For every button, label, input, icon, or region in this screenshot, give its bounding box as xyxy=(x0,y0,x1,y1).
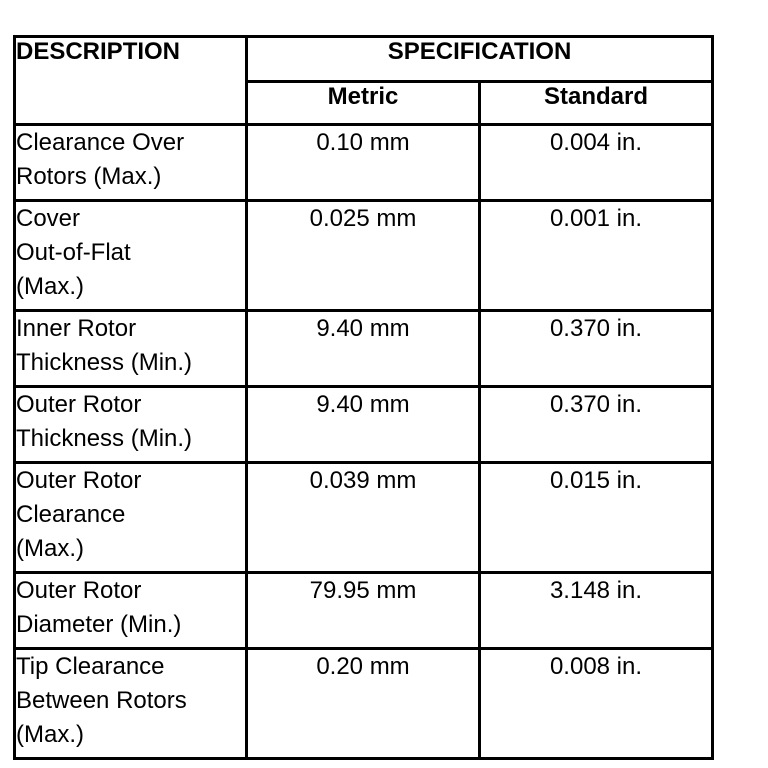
table-row xyxy=(15,573,713,649)
row-metric-value: 0.039 mm xyxy=(247,463,480,573)
row-description: Outer Rotor Diameter (Min.) xyxy=(15,573,247,649)
row-standard-value: 3.148 in. xyxy=(480,573,713,649)
row-metric-value: 0.10 mm xyxy=(247,125,480,201)
table-row xyxy=(15,463,713,573)
table-row xyxy=(15,649,713,759)
row-description: Outer Rotor Clearance (Max.) xyxy=(15,463,247,573)
header-description: DESCRIPTION xyxy=(15,37,247,125)
row-description: Outer Rotor Thickness (Min.) xyxy=(15,387,247,463)
header-specification: SPECIFICATION xyxy=(247,37,713,82)
row-standard-value: 0.004 in. xyxy=(480,125,713,201)
table-row xyxy=(15,311,713,387)
row-metric-value: 9.40 mm xyxy=(247,387,480,463)
header-standard: Standard xyxy=(480,82,713,125)
row-standard-value: 0.008 in. xyxy=(480,649,713,759)
row-standard-value: 0.015 in. xyxy=(480,463,713,573)
row-metric-value: 9.40 mm xyxy=(247,311,480,387)
row-description: Clearance Over Rotors (Max.) xyxy=(15,125,247,201)
row-description: Cover Out-of-Flat (Max.) xyxy=(15,201,247,311)
table-row xyxy=(15,201,713,311)
row-metric-value: 0.025 mm xyxy=(247,201,480,311)
row-standard-value: 0.370 in. xyxy=(480,311,713,387)
row-description: Tip Clearance Between Rotors (Max.) xyxy=(15,649,247,759)
specification-table xyxy=(13,35,714,760)
header-metric: Metric xyxy=(247,82,480,125)
row-description: Inner Rotor Thickness (Min.) xyxy=(15,311,247,387)
row-standard-value: 0.001 in. xyxy=(480,201,713,311)
row-standard-value: 0.370 in. xyxy=(480,387,713,463)
table-row xyxy=(15,387,713,463)
row-metric-value: 79.95 mm xyxy=(247,573,480,649)
row-metric-value: 0.20 mm xyxy=(247,649,480,759)
table-row xyxy=(15,125,713,201)
